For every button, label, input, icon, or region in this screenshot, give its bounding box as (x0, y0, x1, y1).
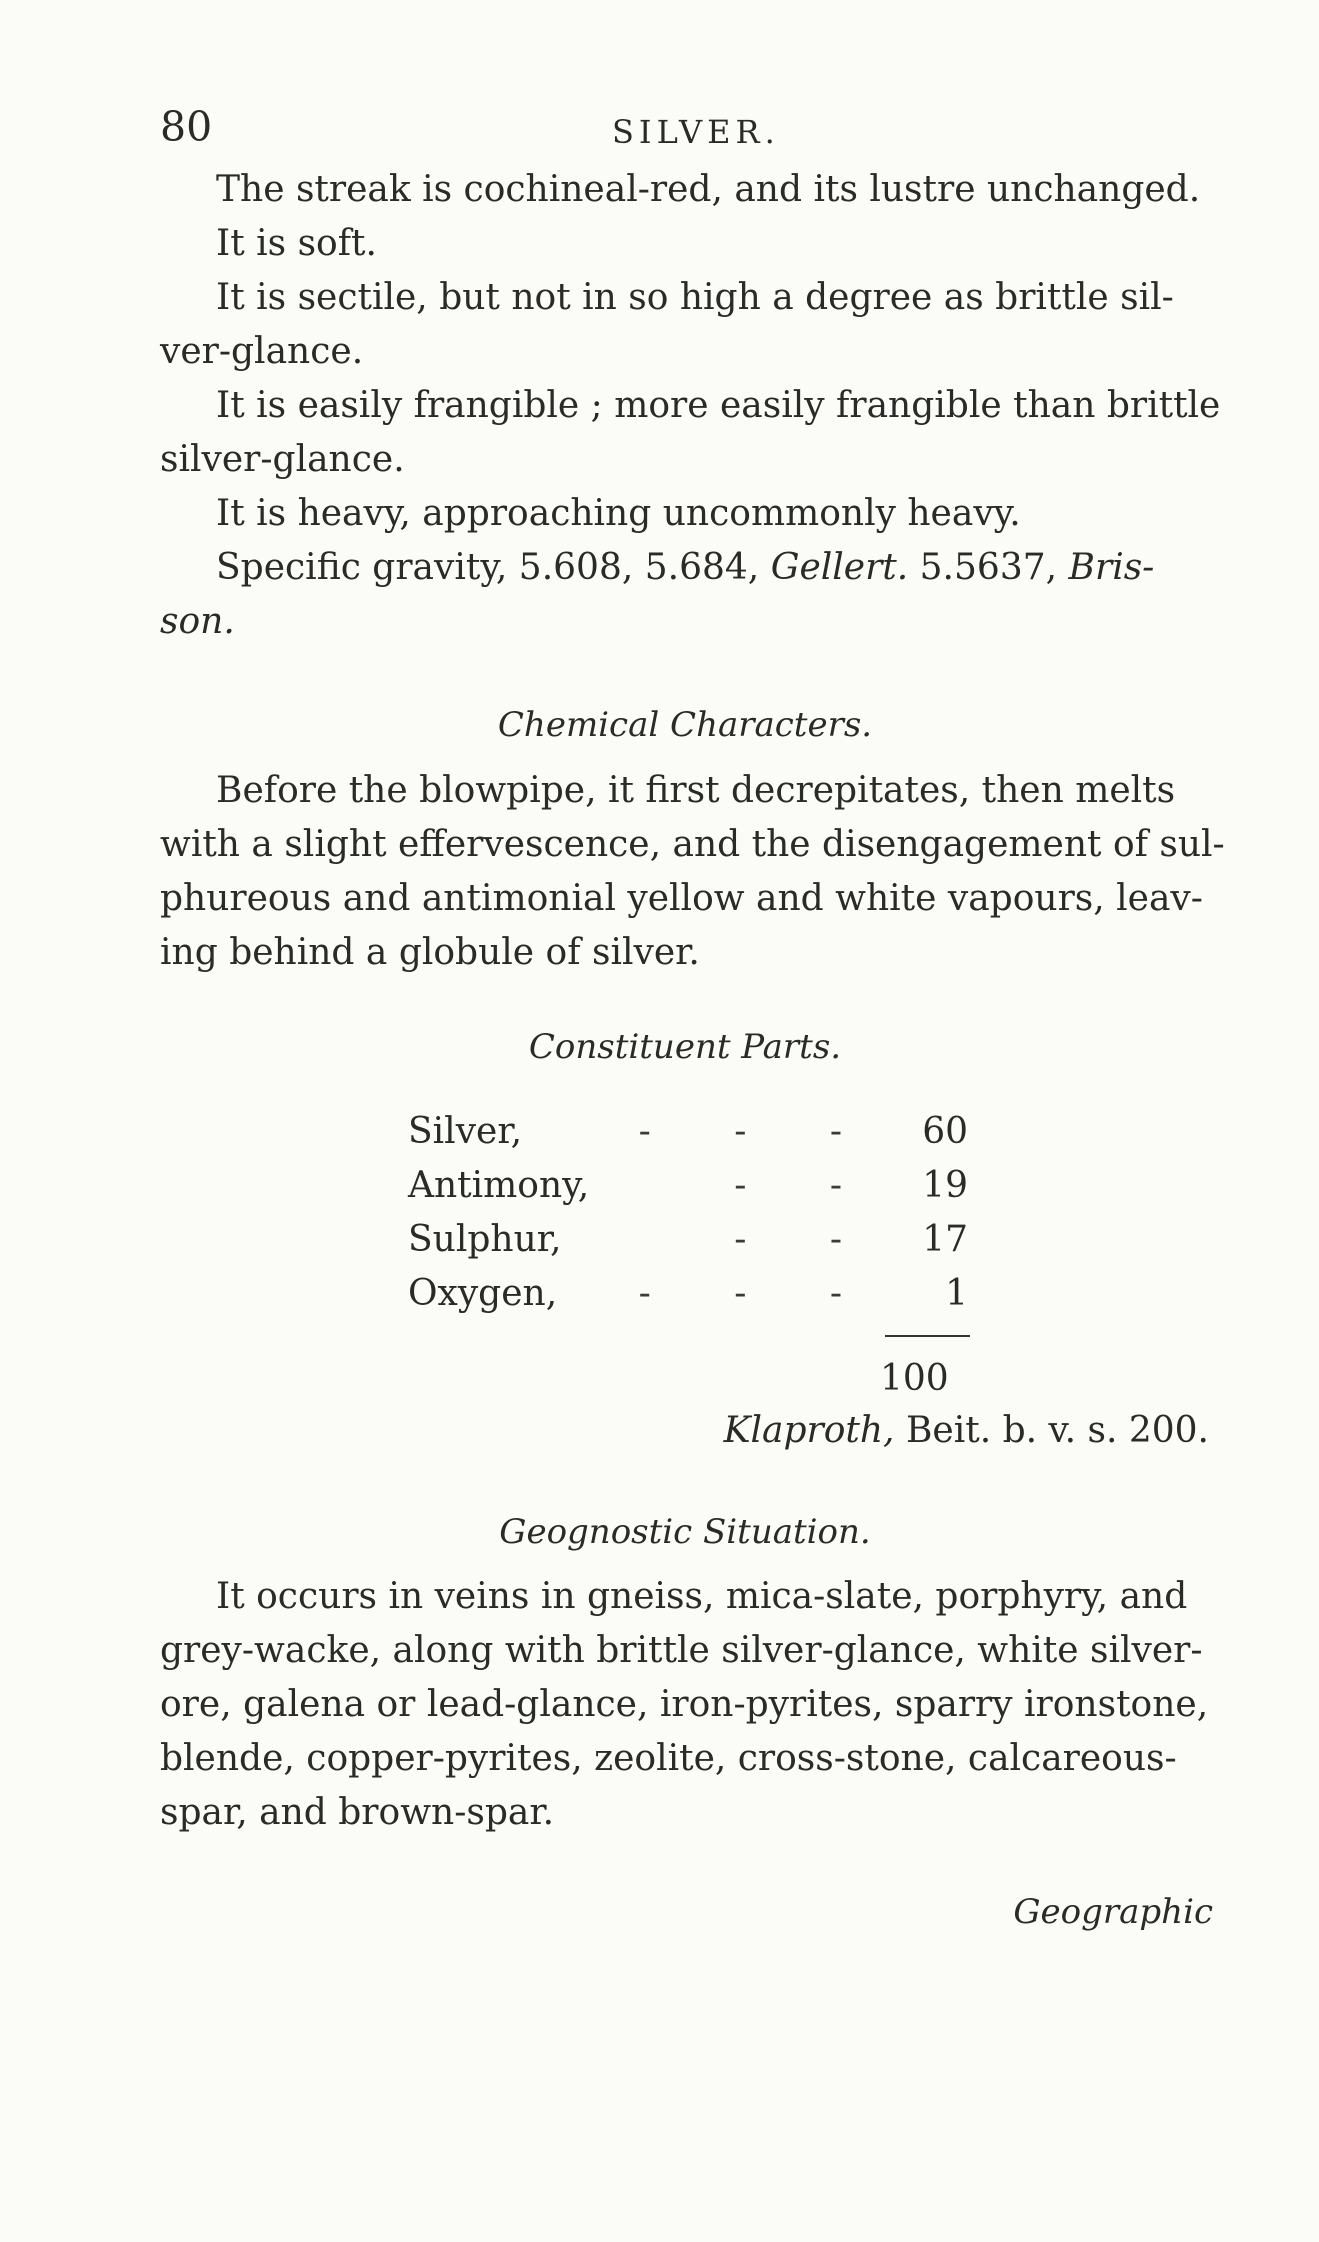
citation-author: Klaproth, (723, 1410, 895, 1451)
text-line: It is sectile, but not in so high a degree as brittle sil- (216, 277, 1174, 318)
chemical-heading: Chemical Characters. (497, 705, 873, 745)
citation (0, 1410, 1209, 1451)
substance-amount: 60 (922, 1111, 968, 1152)
citation-reference: Beit. b. v. s. 200. (905, 1410, 1209, 1451)
text-line: blende, copper-pyrites, zeolite, cross-stone, calcareous- (160, 1738, 1177, 1779)
text-line: grey-wacke, along with brittle silver-glance, white silver- (160, 1630, 1203, 1671)
text-line: spar, and brown-spar. (160, 1792, 555, 1833)
author-gellert: Gellert. (770, 547, 909, 588)
physical-characters-text (160, 163, 1221, 649)
text-line: phureous and antimonial yellow and white vapours, leav- (160, 878, 1203, 919)
page-number: 80 (160, 103, 213, 151)
author-brisson-end: son. (160, 601, 235, 642)
text-line: Before the blowpipe, it first decrepitates, then melts (216, 770, 1176, 811)
substance-amount: 1 (945, 1273, 968, 1314)
leader-dashes: - - (734, 1165, 878, 1206)
total-rule (885, 1335, 970, 1337)
leader-dashes: - - (734, 1219, 878, 1260)
text-line: with a slight effervescence, and the disengagement of sul- (160, 824, 1225, 865)
text-line: ore, galena or lead-glance, iron-pyrites, sparry ironstone, (160, 1684, 1209, 1725)
text-line: It is easily frangible ; more easily frangible than brittle (216, 385, 1221, 426)
table-row (408, 1159, 968, 1213)
text-line: ing behind a globule of silver. (160, 932, 700, 973)
leader-dashes: - - - (638, 1273, 878, 1314)
constituents-table (408, 1105, 968, 1321)
chemical-characters-text (160, 764, 1225, 980)
substance-amount: 17 (922, 1219, 968, 1260)
constituents-heading: Constituent Parts. (528, 1027, 842, 1067)
leader-dashes: - - - (638, 1111, 878, 1152)
substance-amount: 19 (922, 1165, 968, 1206)
substance-name: Silver, (408, 1111, 523, 1152)
specific-gravity-line (160, 541, 1210, 595)
geognostic-situation-text (160, 1570, 1210, 1840)
text-line: silver-glance. (160, 439, 405, 480)
running-head: SILVER. (612, 113, 780, 151)
table-row (408, 1213, 968, 1267)
catchword: Geographic (1013, 1892, 1213, 1932)
table-row (408, 1267, 968, 1321)
substance-name: Oxygen, (408, 1273, 558, 1314)
specific-gravity-values: Specific gravity, 5.608, 5.684, (216, 547, 760, 588)
text-line: It is heavy, approaching uncommonly heavy. (216, 493, 1021, 534)
substance-name: Antimony, (408, 1165, 590, 1206)
specific-gravity-value: 5.5637, (919, 547, 1058, 588)
text-line: ver-glance. (160, 331, 364, 372)
total-value: 100 (880, 1358, 949, 1399)
text-line: It is soft. (216, 223, 377, 264)
text-line: The streak is cochineal-red, and its lustre unchanged. (216, 169, 1201, 210)
geognostic-heading: Geognostic Situation. (499, 1512, 871, 1552)
table-row (408, 1105, 968, 1159)
text-line: It occurs in veins in gneiss, mica-slate, porphyry, and (216, 1576, 1188, 1617)
substance-name: Sulphur, (408, 1219, 562, 1260)
author-brisson-start: Bris- (1068, 547, 1155, 588)
